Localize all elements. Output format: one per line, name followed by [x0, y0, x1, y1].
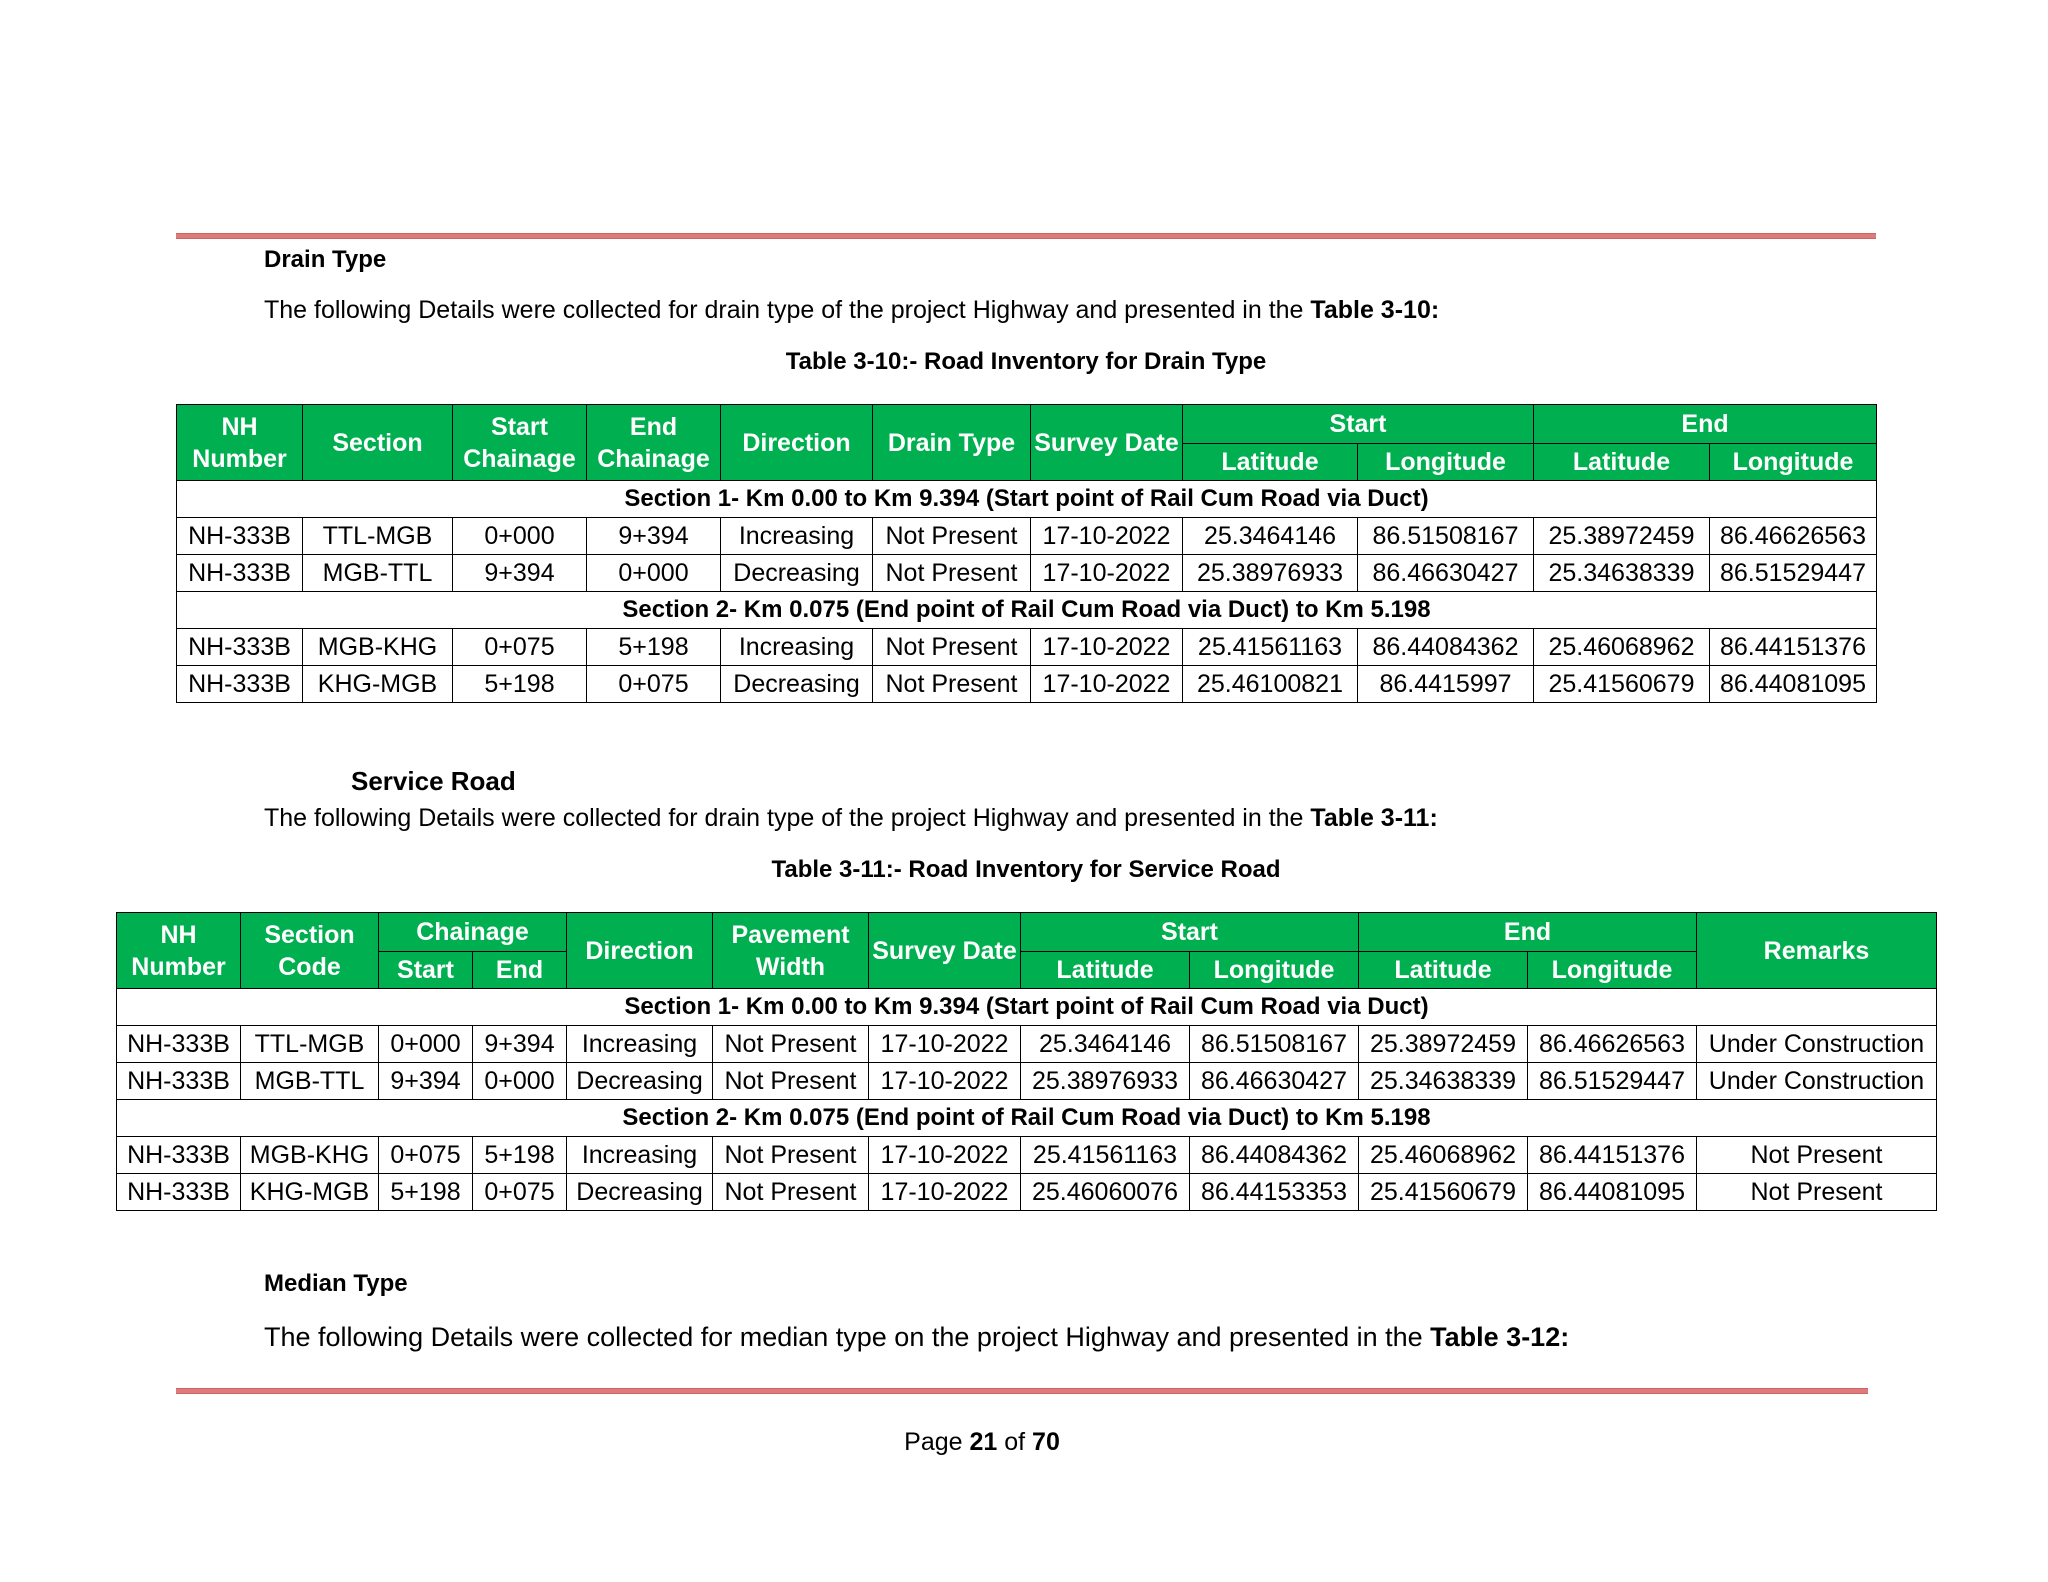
col-remarks: Remarks [1697, 913, 1937, 989]
col-start-latitude: Latitude [1021, 952, 1190, 989]
service-road-table [116, 912, 1937, 1211]
section-row: Section 2- Km 0.075 (End point of Rail Cum Road via Duct) to Km 5.198 [117, 1100, 1937, 1137]
table-row: NH-333B KHG-MGB 5+198 0+075 Decreasing Not Present 17-10-2022 25.46100821 86.4415997 25.41560679 86.44081095 [177, 666, 1877, 703]
col-end-chainage: End Chainage [587, 405, 721, 481]
col-end-latitude: Latitude [1534, 444, 1710, 481]
col-nh-number: NH Number [117, 913, 241, 989]
bottom-rule [176, 1388, 1868, 1394]
table-row: NH-333B TTL-MGB 0+000 9+394 Increasing Not Present 17-10-2022 25.3464146 86.51508167 25.38972459 86.46626563 [177, 518, 1877, 555]
col-survey-date: Survey Date [869, 913, 1021, 989]
col-chainage-start: Start [379, 952, 473, 989]
col-section: Section [303, 405, 453, 481]
col-chainage-end: End [473, 952, 567, 989]
col-group-start: Start [1021, 913, 1359, 952]
table-row: NH-333B MGB-KHG 0+075 5+198 Increasing Not Present 17-10-2022 25.41561163 86.44084362 25.46068962 86.44151376 [177, 629, 1877, 666]
col-start-longitude: Longitude [1190, 952, 1359, 989]
col-group-end: End [1534, 405, 1877, 444]
col-start-longitude: Longitude [1358, 444, 1534, 481]
col-end-latitude: Latitude [1359, 952, 1528, 989]
drain-intro: The following Details were collected for drain type of the project Highway and presented in the Table 3-10: [264, 296, 1440, 324]
drain-type-table [176, 404, 1877, 703]
table-row: NH-333B TTL-MGB 0+000 9+394 Increasing Not Present 17-10-2022 25.3464146 86.51508167 25.38972459 86.46626563 Under Construction [117, 1026, 1937, 1063]
col-group-start: Start [1183, 405, 1534, 444]
col-section-code: Section Code [241, 913, 379, 989]
drain-table-caption: Table 3-10:- Road Inventory for Drain Type [785, 348, 1267, 375]
col-group-end: End [1359, 913, 1697, 952]
drain-heading: Drain Type [264, 246, 387, 273]
top-rule [176, 233, 1876, 239]
col-drain-type: Drain Type [873, 405, 1031, 481]
section-row: Section 1- Km 0.00 to Km 9.394 (Start point of Rail Cum Road via Duct) [117, 989, 1937, 1026]
table-row: NH-333B KHG-MGB 5+198 0+075 Decreasing Not Present 17-10-2022 25.46060076 86.44153353 25.41560679 86.44081095 Not Present [117, 1174, 1937, 1211]
col-direction: Direction [567, 913, 713, 989]
col-start-chainage: Start Chainage [453, 405, 587, 481]
table-row: NH-333B MGB-TTL 9+394 0+000 Decreasing Not Present 17-10-2022 25.38976933 86.46630427 25.34638339 86.51529447 [177, 555, 1877, 592]
median-intro: The following Details were collected for median type on the project Highway and presented in the Table 3-12: [264, 1322, 1570, 1352]
col-pavement-width: Pavement Width [713, 913, 869, 989]
service-table-caption: Table 3-11:- Road Inventory for Service Road [771, 856, 1281, 883]
col-group-chainage: Chainage [379, 913, 567, 952]
col-end-longitude: Longitude [1528, 952, 1697, 989]
col-start-latitude: Latitude [1183, 444, 1358, 481]
col-direction: Direction [721, 405, 873, 481]
section-row: Section 1- Km 0.00 to Km 9.394 (Start point of Rail Cum Road via Duct) [177, 481, 1877, 518]
service-intro: The following Details were collected for drain type of the project Highway and presented in the Table 3-11: [264, 804, 1438, 832]
section-row: Section 2- Km 0.075 (End point of Rail Cum Road via Duct) to Km 5.198 [177, 592, 1877, 629]
median-heading: Median Type [264, 1270, 408, 1297]
col-nh-number: NH Number [177, 405, 303, 481]
table-row: NH-333B MGB-TTL 9+394 0+000 Decreasing Not Present 17-10-2022 25.38976933 86.46630427 25.34638339 86.51529447 Under Construction [117, 1063, 1937, 1100]
table-row: NH-333B MGB-KHG 0+075 5+198 Increasing Not Present 17-10-2022 25.41561163 86.44084362 25.46068962 86.44151376 Not Present [117, 1137, 1937, 1174]
col-survey-date: Survey Date [1031, 405, 1183, 481]
col-end-longitude: Longitude [1710, 444, 1877, 481]
service-heading: Service Road [351, 766, 516, 796]
page-footer: Page 21 of 70 [904, 1428, 1060, 1456]
